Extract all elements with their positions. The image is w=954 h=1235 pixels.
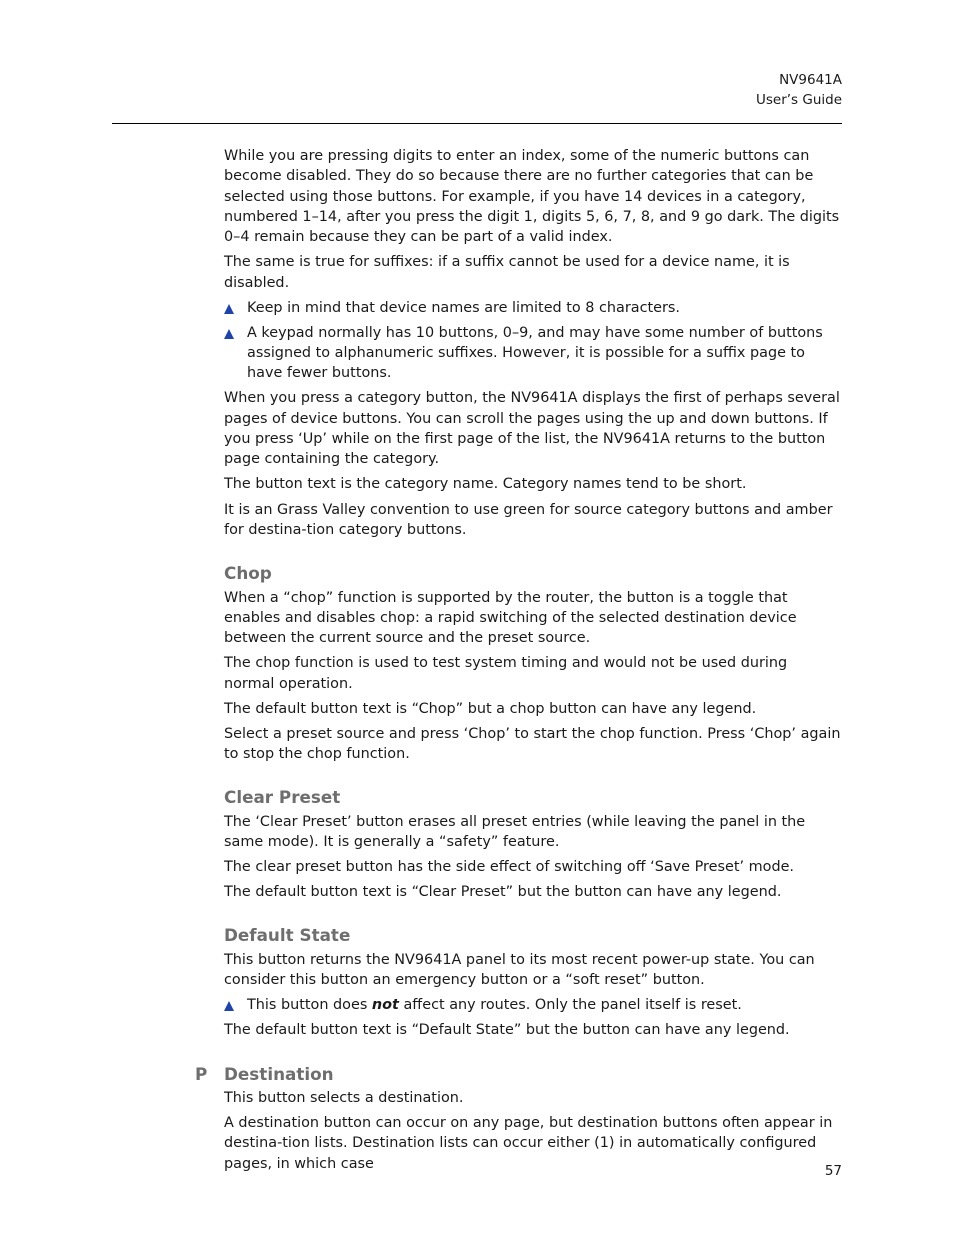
default-state-paragraph-2: The default button text is “Default State” but the button can have any legend. [224,1022,790,1039]
intro-paragraph-1: While you are pressing digits to enter an index, some of the numeric buttons can become disabled. They do so because there are no further categories that can be selected using those buttons. For example, if you have 14 devices in a category, numbered 1–14, after you press the digit 1, digits 5, 6, 7, 8, and 9 go dark. The digits 0–4 remain because they can be part of a valid index. [224,148,840,246]
clear-preset-paragraph-2: The clear preset button has the side effect of switching off ‘Save Preset’ mode. [224,859,795,876]
destination-paragraph-1: This button selects a destination. [224,1090,464,1107]
header-title: NV9641A [779,72,842,88]
destination-marker: P [195,1063,208,1084]
bullet-emphasis: not [371,997,399,1014]
heading-chop [224,563,842,583]
destination-paragraph-2: A destination button can occur on any page, but destination buttons often appear in destina-tion lists. Destination lists can occur either (1) in automatically configured pages, in which case [224,1115,833,1172]
header-subtitle: User’s Guide [755,92,842,108]
default-state-paragraph-1: This button returns the NV9641A panel to its most recent power-up state. You can consider this button an emergency button or a “soft reset” button. [224,951,815,989]
clear-preset-paragraph-3: The default button text is “Clear Preset” but the button can have any legend. [224,884,782,901]
triangle-bullet-icon [224,304,234,314]
intro-paragraph-2: The same is true for suffixes: if a suffix cannot be used for a device name, it is disabled. [224,254,790,291]
chop-paragraph-1: When a “chop” function is supported by the router, the button is a toggle that enables and disables chop: a rapid switching of the selected destination device between the current source and the preset source. [224,589,797,647]
default-state-bullet [224,995,842,1015]
chop-paragraph-2: The chop function is used to test system timing and would not be used during normal operation. [224,655,788,692]
heading-default-state [224,925,842,945]
intro-paragraph-4: The button text is the category name. Category names tend to be short. [224,476,747,493]
intro-paragraph-5: It is an Grass Valley convention to use green for source category buttons and amber for destina-tion category buttons. [224,501,833,538]
heading-default-state-text: Default State [224,925,351,946]
clear-preset-paragraph-1: The ‘Clear Preset’ button erases all preset entries (while leaving the panel in the same mode). It is generally a “safety” feature. [224,813,806,850]
heading-destination-text: Destination [224,1063,334,1084]
bullet-text-before: This button does [247,997,372,1014]
heading-clear-preset-text: Clear Preset [224,787,341,808]
triangle-bullet-icon [224,1001,234,1011]
page-content [195,146,842,1179]
heading-chop-text: Chop [224,563,272,584]
bullet-text-after: affect any routes. Only the panel itself is reset. [398,997,742,1014]
triangle-bullet-icon [224,329,234,339]
heading-destination [195,1063,842,1084]
chop-paragraph-4: Select a preset source and press ‘Chop’ to start the chop function. Press ‘Chop’ again to stop the chop function. [224,725,841,762]
bullet-text: A keypad normally has 10 buttons, 0–9, and may have some number of buttons assigned to alphanumeric suffixes. However, it is possible for a suffix page to have fewer buttons. [247,324,823,382]
page-number: 57 [824,1163,842,1179]
intro-bullet-1 [224,298,842,318]
chop-paragraph-3: The default button text is “Chop” but a chop button can have any legend. [224,700,757,717]
intro-bullet-2 [224,323,842,384]
intro-paragraph-3: When you press a category button, the NV9641A displays the first of perhaps several pages of device buttons. You can scroll the pages using the up and down buttons. If you press ‘Up’ while on the first page of the list, the NV9641A returns to the button page containing the category. [224,390,840,468]
bullet-text: Keep in mind that device names are limited to 8 characters. [247,299,680,316]
heading-clear-preset [224,787,842,807]
header-rule [112,123,842,124]
